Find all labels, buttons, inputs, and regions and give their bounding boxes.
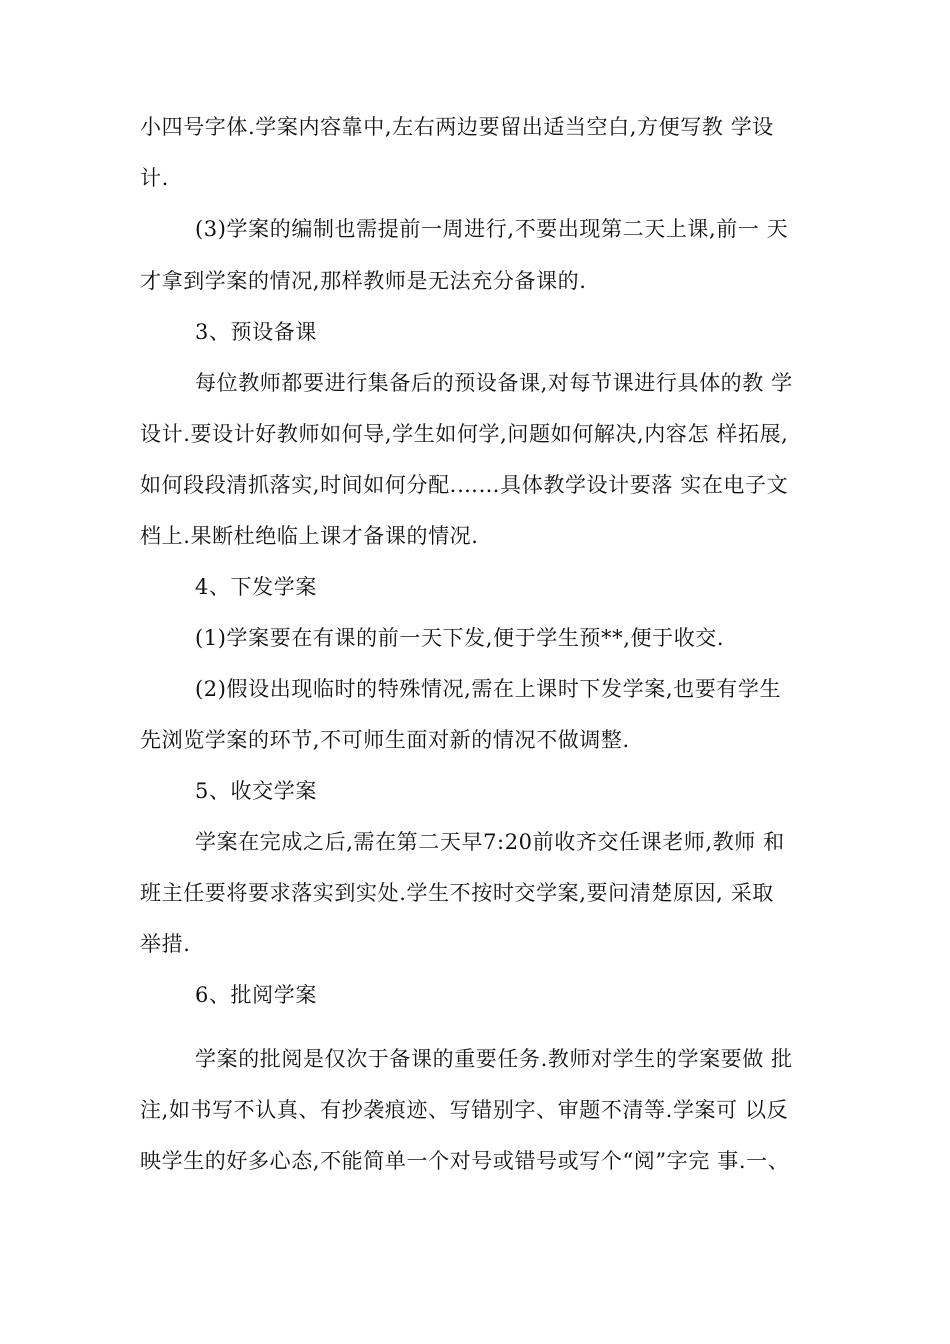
section-heading: 6、批阅学案 — [195, 983, 317, 1007]
text-line: 档上.果断杜绝临上课才备课的情况. — [140, 524, 479, 548]
section-heading: 3、预设备课 — [195, 320, 317, 344]
section-heading: 4、下发学案 — [195, 575, 317, 599]
text-line: 学案的批阅是仅次于备课的重要任务.教师对学生的学案要做 批 — [195, 1047, 793, 1071]
text-line: (1)学案要在有课的前一天下发,便于学生预**,便于收交. — [195, 626, 725, 650]
text-line: 如何段段清抓落实,时间如何分配.……具体教学设计要落 实在电子文 — [140, 473, 789, 497]
text-line: 每位教师都要进行集备后的预设备课,对每节课进行具体的教 学 — [195, 371, 793, 395]
text-line: 计. — [140, 166, 169, 190]
text-line: (3)学案的编制也需提前一周进行,不要出现第二天上课,前一 天 — [195, 217, 789, 241]
text-line: (2)假设出现临时的特殊情况,需在上课时下发学案,也要有学生 — [195, 677, 782, 701]
text-line: 班主任要将要求落实到实处.学生不按时交学案,要问清楚原因, 采取 — [140, 881, 774, 905]
section-heading: 5、收交学案 — [195, 779, 317, 803]
text-line: 注,如书写不认真、有抄袭痕迹、写错别字、审题不清等.学案可 以反 — [140, 1098, 789, 1122]
text-line: 小四号字体.学案内容靠中,左右两边要留出适当空白,方便写教 学设 — [140, 115, 774, 139]
text-line: 设计.要设计好教师如何导,学生如何学,问题如何解决,内容怎 样拓展, — [140, 422, 789, 446]
text-line: 举措. — [140, 932, 191, 956]
text-line: 先浏览学案的环节,不可师生面对新的情况不做调整. — [140, 728, 630, 752]
text-line: 才拿到学案的情况,那样教师是无法充分备课的. — [140, 269, 587, 293]
text-line: 映学生的好多心态,不能简单一个对号或错号或写个“阅”字完 事.一、 — [140, 1149, 790, 1173]
text-line: 学案在完成之后,需在第二天早7:20前收齐交任课老师,教师 和 — [195, 830, 785, 854]
